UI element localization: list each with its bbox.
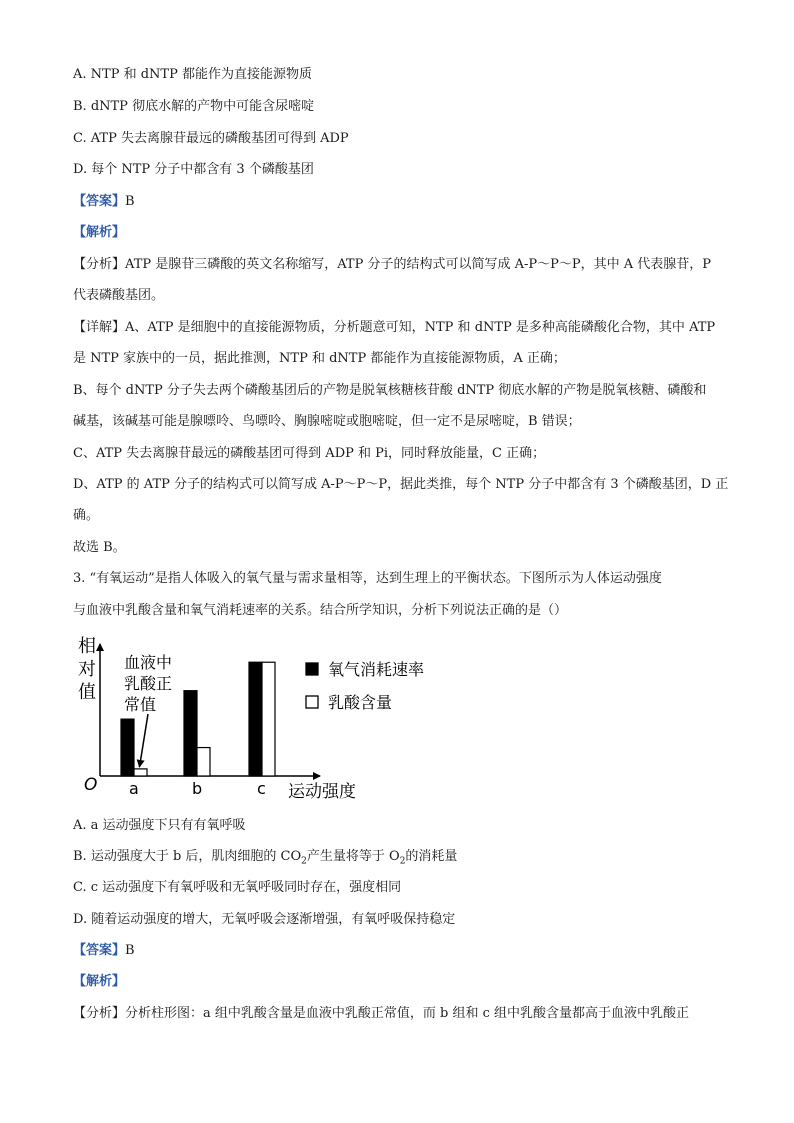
option-b-sub-1: 2 bbox=[301, 856, 307, 867]
q2-answer bbox=[73, 194, 135, 210]
x-tick-label: a bbox=[129, 779, 139, 798]
q3-option-a: A. a 运动强度下只有有氧呼吸 bbox=[73, 818, 246, 833]
annotation-text-line: 乳酸正 bbox=[124, 674, 173, 693]
y-axis-label-char: 对 bbox=[78, 659, 96, 680]
q3-analysis-heading bbox=[73, 974, 125, 990]
detail-text: A、ATP 是细胞中的直接能源物质，分析题意可知，NTP 和 dNTP 是多种高能磷酸化合物，其中 ATP bbox=[125, 320, 716, 335]
fenxi-text: ATP 是腺苷三磷酸的英文名称缩写，ATP 分子的结构式可以简写成 A-P～P～P，其中 A 代表腺苷，P bbox=[125, 257, 712, 272]
x-tick-label: b bbox=[192, 779, 203, 798]
detail-tag: 【详解】 bbox=[73, 320, 126, 335]
q2-detail-line-1 bbox=[73, 320, 715, 336]
answer-value: B bbox=[125, 194, 135, 209]
q2-fenxi-line-2: 代表磷酸基团。 bbox=[73, 288, 165, 303]
bar-c-oxygen bbox=[249, 662, 262, 776]
q2-option-c: C. ATP 失去离腺苷最远的磷酸基团可得到 ADP bbox=[73, 131, 349, 146]
bar-b-lactate bbox=[197, 748, 210, 776]
q2-option-d: D. 每个 NTP 分子中都含有 3 个磷酸基团 bbox=[73, 162, 314, 177]
fenxi-text: 分析柱形图：a 组中乳酸含量是血液中乳酸正常值，而 b 组和 c 组中乳酸含量都高于血液中乳酸正 bbox=[125, 1006, 690, 1021]
legend-swatch-lactate bbox=[306, 696, 318, 708]
analysis-tag: 【解析】 bbox=[73, 974, 126, 989]
bar-c-lactate bbox=[262, 662, 275, 776]
analysis-tag: 【解析】 bbox=[73, 225, 126, 240]
q2-detail-line-2: 是 NTP 家族中的一员，据此推测，NTP 和 dNTP 都能作为直接能源物质，A 正确； bbox=[73, 351, 566, 366]
legend-swatch-oxygen bbox=[306, 663, 318, 675]
annotation-arrow bbox=[140, 714, 149, 767]
answer-value: B bbox=[125, 943, 135, 958]
x-tick-label: c bbox=[257, 779, 266, 798]
legend-label: 乳酸含量 bbox=[328, 693, 393, 712]
answer-tag: 【答案】 bbox=[73, 943, 126, 958]
option-b-text-1: B. 运动强度大于 b 后，肌肉细胞的 CO bbox=[73, 849, 302, 864]
q2-detail-line-7: 确。 bbox=[73, 508, 100, 523]
origin-label: O bbox=[84, 775, 98, 795]
annotation-text-line: 血液中 bbox=[124, 653, 173, 672]
bar-a-oxygen bbox=[121, 719, 134, 776]
q2-detail-line-5: C、ATP 失去离腺苷最远的磷酸基团可得到 ADP 和 Pi，同时释放能量，C 正确； bbox=[73, 446, 546, 461]
option-b-text-2: 产生量将等于 O bbox=[306, 849, 400, 864]
q3-fenxi-line bbox=[73, 1006, 689, 1022]
q3-answer bbox=[73, 943, 135, 959]
y-axis-label-char: 相 bbox=[78, 636, 96, 657]
bar-b-oxygen bbox=[184, 691, 197, 776]
annotation-text-line: 常值 bbox=[124, 695, 157, 714]
q2-detail-line-6: D、ATP 的 ATP 分子的结构式可以简写成 A-P～P～P，据此类推，每个 NTP 分子中都含有 3 个磷酸基团，D 正 bbox=[73, 477, 729, 492]
q3-option-d: D. 随着运动强度的增大，无氧呼吸会逐渐增强，有氧呼吸保持稳定 bbox=[73, 912, 456, 927]
legend-label: 氧气消耗速率 bbox=[328, 660, 425, 679]
q2-analysis-heading bbox=[73, 225, 125, 241]
q3-option-b bbox=[73, 849, 457, 870]
q3-option-c: C. c 运动强度下有氧呼吸和无氧呼吸同时存在，强度相同 bbox=[73, 880, 402, 895]
q2-option-b: B. dNTP 彻底水解的产物中可能含尿嘧啶 bbox=[73, 99, 315, 114]
answer-tag: 【答案】 bbox=[73, 194, 126, 209]
bar-chart bbox=[68, 630, 425, 805]
x-axis-label: 运动强度 bbox=[288, 782, 356, 802]
q2-option-a: A. NTP 和 dNTP 都能作为直接能源物质 bbox=[73, 67, 312, 82]
y-axis-label-char: 值 bbox=[78, 682, 96, 703]
fenxi-tag: 【分析】 bbox=[73, 257, 126, 272]
q2-fenxi-line-1 bbox=[73, 257, 711, 273]
q2-detail-line-3: B、每个 dNTP 分子失去两个磷酸基团后的产物是脱氧核糖核苷酸 dNTP 彻底水解的产物是脱氧核糖、磷酸和 bbox=[73, 383, 707, 398]
q2-conclusion: 故选 B。 bbox=[73, 540, 126, 555]
fenxi-tag: 【分析】 bbox=[73, 1006, 126, 1021]
option-b-text-3: 的消耗量 bbox=[405, 849, 458, 864]
q3-stem-line-2: 与血液中乳酸含量和氧气消耗速率的关系。结合所学知识，分析下列说法正确的是（） bbox=[73, 603, 568, 618]
bar-a-lactate bbox=[134, 769, 147, 776]
q3-stem-line-1: 3. “有氧运动”是指人体吸入的氧气量与需求量相等，达到生理上的平衡状态。下图所示为人体运动强度 bbox=[73, 571, 662, 586]
option-b-sub-2: 2 bbox=[399, 856, 406, 867]
q2-detail-line-4: 碱基，该碱基可能是腺嘌呤、鸟嘌呤、胸腺嘧啶或胞嘧啶，但一定不是尿嘧啶，B 错误； bbox=[73, 414, 581, 429]
